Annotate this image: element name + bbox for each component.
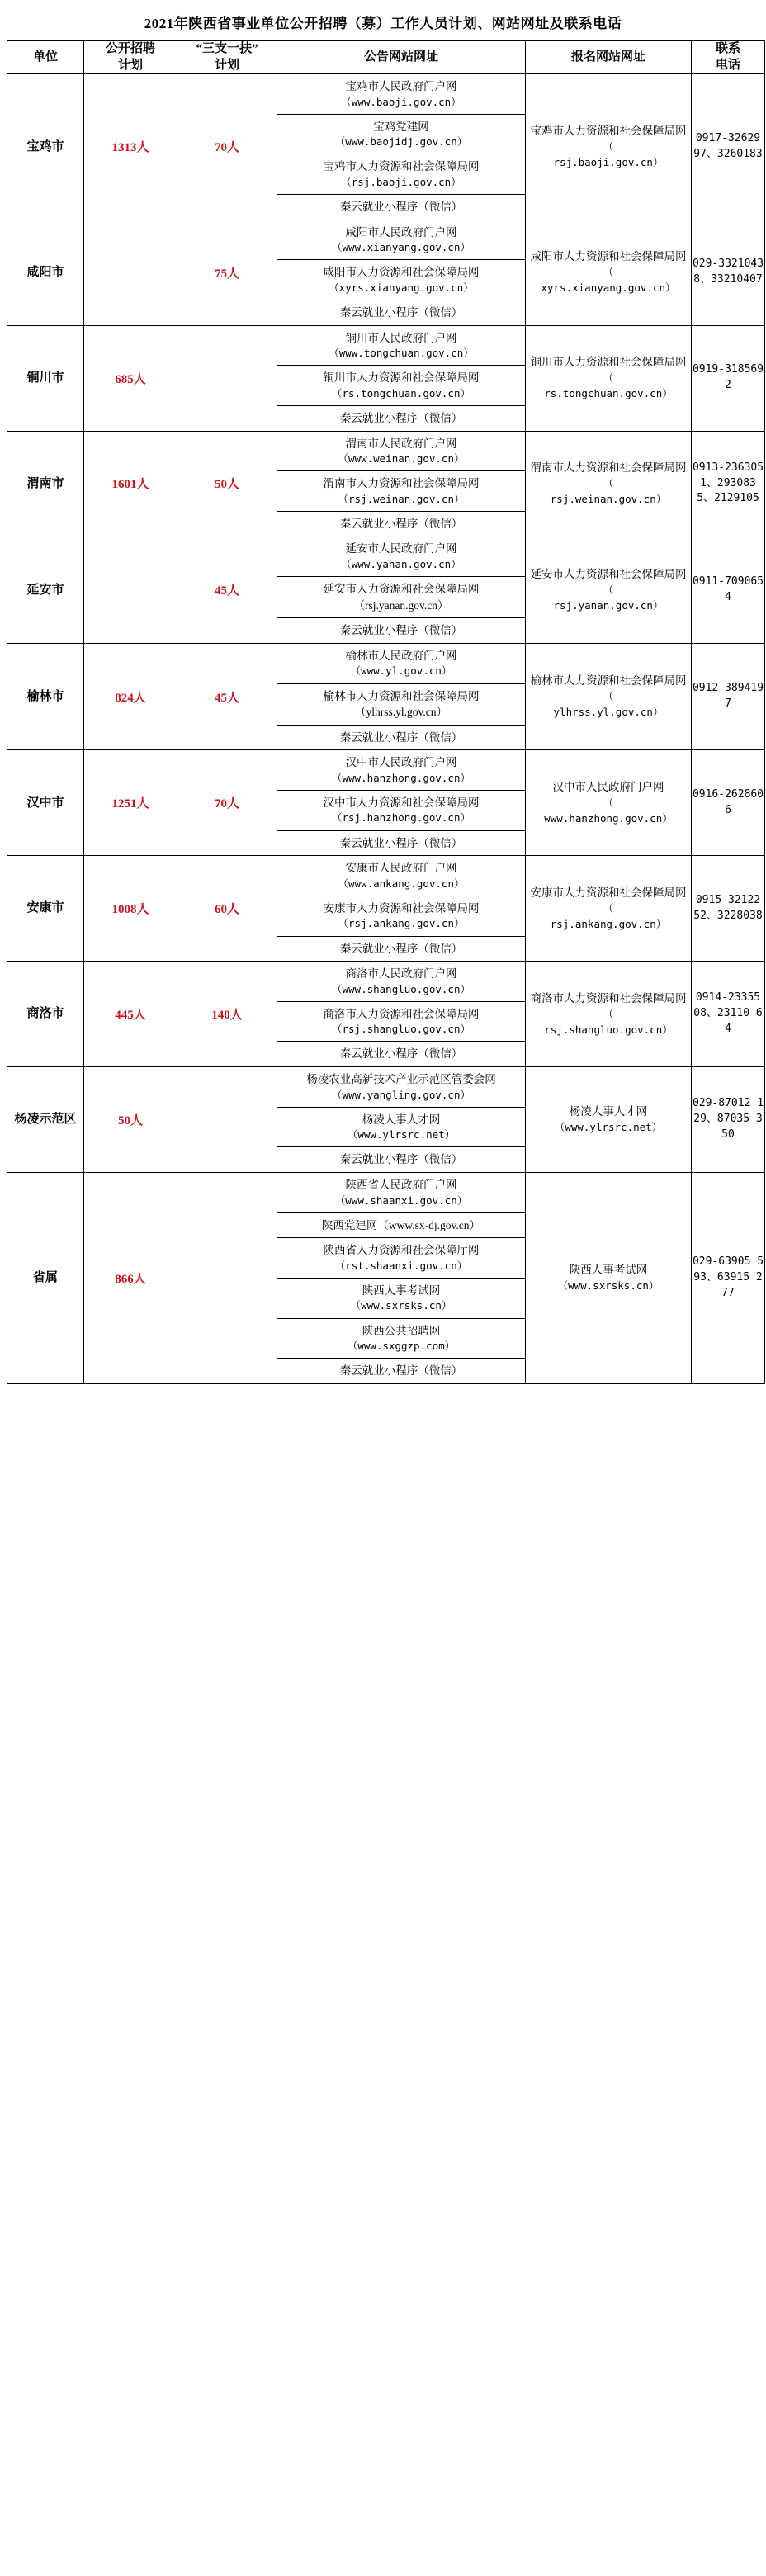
registration-site-url[interactable]: （www.sxrsks.cn） (557, 1279, 660, 1293)
announcement-site-entry[interactable] (277, 683, 525, 725)
cell-announcement-sites (277, 750, 526, 856)
site-url[interactable]: （www.yanan.gov.cn） (341, 558, 461, 570)
site-name: 汉中市人民政府门户网 (345, 756, 457, 769)
cell-open-plan (84, 220, 177, 325)
site-name: 宝鸡市人力资源和社会保障局网 (323, 160, 480, 173)
site-name: 秦云就业小程序（微信） (339, 1047, 463, 1061)
site-name: 榆林市人民政府门户网 (345, 649, 457, 662)
announcement-site-entry[interactable] (277, 260, 525, 300)
cell-telephone: 0917-32629 97、3260183 (692, 74, 765, 220)
cell-telephone: 029-87012 129、87035 350 (692, 1067, 765, 1173)
table-row (7, 325, 765, 431)
cell-unit: 省属 (7, 1172, 84, 1383)
registration-site-name: 咸阳市人力资源和社会保障局网 (530, 250, 687, 263)
site-name: 安康市人民政府门户网 (345, 862, 457, 875)
site-name: 陕西公共招聘网 (362, 1324, 441, 1337)
registration-site-url[interactable]: rsj.yanan.gov.cn） (553, 598, 664, 612)
cell-open-plan (84, 536, 177, 643)
announcement-site-entry[interactable] (277, 1147, 525, 1172)
cell-three-support: 75人 (177, 220, 277, 325)
announcement-site-entry[interactable] (277, 1318, 525, 1359)
cell-telephone: 0914-23355 08、23110 64 (692, 962, 765, 1067)
announcement-site-entry[interactable] (277, 856, 525, 896)
cell-registration-site (526, 750, 692, 856)
registration-site-name: 商洛市人力资源和社会保障局网 (530, 991, 687, 1004)
site-name: 秦云就业小程序（微信） (339, 517, 463, 530)
site-url[interactable]: （www.xianyang.gov.cn） (332, 241, 470, 254)
cell-telephone: 029-63905 593、63915 277 (692, 1172, 765, 1383)
site-url[interactable]: （www.baojidj.gov.cn） (334, 135, 468, 149)
announcement-site-entry[interactable] (277, 366, 525, 406)
site-name: 铜川市人力资源和社会保障局网 (323, 371, 480, 385)
cell-announcement-sites (277, 643, 526, 749)
registration-site-entry[interactable] (526, 1099, 691, 1140)
site-name: 铜川市人民政府门户网 (345, 331, 457, 344)
registration-site-url[interactable]: （www.ylrsrc.net） (554, 1121, 663, 1134)
header-announcement-site: 公告网站网址 (277, 41, 526, 74)
cell-registration-site (526, 856, 692, 962)
announcement-site-entry[interactable] (277, 326, 525, 366)
table-row (7, 643, 765, 749)
registration-site-url[interactable]: （ (603, 901, 614, 915)
table-header-row (7, 41, 765, 74)
site-url[interactable]: （www.yl.gov.cn） (350, 664, 452, 678)
site-name: 商洛市人力资源和社会保障局网 (323, 1007, 480, 1020)
registration-site-name: 宝鸡市人力资源和社会保障局网 (530, 124, 687, 137)
cell-open-plan: 1251人 (84, 750, 177, 856)
table-row (7, 1172, 765, 1383)
announcement-site-entry[interactable] (277, 896, 525, 936)
site-name: 秦云就业小程序（微信） (339, 942, 463, 955)
table-row (7, 1067, 765, 1173)
site-name: 咸阳市人民政府门户网 (345, 225, 457, 239)
table-row (7, 750, 765, 856)
cell-announcement-sites (277, 74, 526, 220)
registration-site-entry[interactable] (526, 244, 691, 300)
cell-unit: 安康市 (7, 856, 84, 962)
registration-site-name: 安康市人力资源和社会保障局网 (530, 886, 687, 899)
cell-telephone: 0912-3894197 (692, 643, 765, 749)
announcement-site-entry[interactable] (277, 154, 525, 195)
cell-announcement-sites (277, 431, 526, 536)
cell-unit: 宝鸡市 (7, 74, 84, 220)
table-row (7, 220, 765, 325)
registration-site-entry[interactable] (526, 881, 691, 937)
site-name: 秦云就业小程序（微信） (339, 1364, 463, 1378)
site-name: 榆林市人力资源和社会保障局网（ylhrss.yl.gov.cn） (323, 689, 480, 719)
registration-site-name: 渭南市人力资源和社会保障局网 (530, 461, 687, 475)
registration-site-name: 延安市人力资源和社会保障局网 (530, 567, 687, 580)
cell-registration-site (526, 325, 692, 431)
table-row (7, 74, 765, 220)
cell-telephone: 0915-32122 52、3228038 (692, 856, 765, 962)
cell-unit: 延安市 (7, 536, 84, 643)
registration-site-url[interactable]: （ (603, 690, 614, 703)
site-name: 秦云就业小程序（微信） (339, 411, 463, 424)
header-registration-site: 报名网站网址 (526, 41, 692, 74)
announcement-site-entry[interactable] (277, 511, 525, 536)
cell-open-plan: 50人 (84, 1067, 177, 1173)
site-name: 渭南市人力资源和社会保障局网 (323, 477, 480, 490)
recruitment-table (7, 40, 765, 1384)
announcement-site-entry[interactable] (277, 536, 525, 576)
registration-site-url[interactable]: （ (603, 796, 614, 810)
registration-site-entry[interactable] (526, 669, 691, 725)
announcement-site-entry[interactable] (277, 1278, 525, 1318)
site-url[interactable]: （www.hanzhong.gov.cn） (332, 771, 470, 784)
cell-open-plan: 445人 (84, 962, 177, 1067)
cell-unit: 杨凌示范区 (7, 1067, 84, 1173)
site-url[interactable]: （www.yangling.gov.cn） (332, 1088, 470, 1101)
cell-telephone: 0913-2363051、2930835、2129105 (692, 431, 765, 536)
header-open-plan: 公开招聘 计划 (84, 41, 177, 74)
cell-three-support: 70人 (177, 74, 277, 220)
cell-unit: 汉中市 (7, 750, 84, 856)
cell-announcement-sites (277, 1067, 526, 1173)
cell-unit: 铜川市 (7, 325, 84, 431)
cell-announcement-sites (277, 220, 526, 325)
site-name: 商洛市人民政府门户网 (345, 967, 457, 981)
announcement-site-entry[interactable] (277, 195, 525, 220)
cell-telephone: 029-33210438、33210407 (692, 220, 765, 325)
cell-announcement-sites (277, 962, 526, 1067)
site-name: 秦云就业小程序（微信） (339, 1153, 463, 1166)
cell-open-plan: 685人 (84, 325, 177, 431)
page-title: 2021年陕西省事业单位公开招聘（募）工作人员计划、网站网址及联系电话 (144, 16, 622, 31)
registration-site-name: 陕西人事考试网 (569, 1263, 648, 1276)
site-url[interactable]: （rsj.baoji.gov.cn） (341, 175, 461, 188)
announcement-site-entry[interactable] (277, 577, 525, 618)
cell-telephone: 0916-2628606 (692, 750, 765, 856)
registration-site-url[interactable]: rs.tongchuan.gov.cn） (544, 387, 673, 400)
registration-site-url[interactable]: （ (603, 140, 614, 154)
cell-unit: 渭南市 (7, 431, 84, 536)
announcement-site-entry[interactable] (277, 936, 525, 961)
cell-three-support: 45人 (177, 536, 277, 643)
registration-site-url[interactable]: www.hanzhong.gov.cn） (544, 811, 673, 825)
cell-registration-site (526, 962, 692, 1067)
table-row (7, 536, 765, 643)
site-url[interactable]: （www.tongchuan.gov.cn） (329, 347, 474, 360)
registration-site-entry[interactable] (526, 119, 691, 175)
site-name: 陕西省人民政府门户网 (345, 1178, 457, 1191)
cell-three-support (177, 325, 277, 431)
header-unit: 单位 (7, 41, 84, 74)
registration-site-name: 汉中市人民政府门户网 (552, 780, 664, 793)
site-name: 陕西党建网（www.sx-dj.gov.cn） (321, 1218, 481, 1231)
site-name: 延安市人民政府门户网 (345, 542, 457, 555)
announcement-site-entry[interactable] (277, 300, 525, 325)
registration-site-name: 榆林市人力资源和社会保障局网 (530, 674, 687, 688)
cell-three-support (177, 1172, 277, 1383)
table-row (7, 962, 765, 1067)
cell-open-plan: 1313人 (84, 74, 177, 220)
cell-unit: 商洛市 (7, 962, 84, 1067)
site-url[interactable]: （www.ankang.gov.cn） (338, 877, 465, 890)
cell-announcement-sites (277, 856, 526, 962)
cell-registration-site (526, 536, 692, 643)
cell-announcement-sites (277, 1172, 526, 1383)
site-name: 宝鸡市人民政府门户网 (345, 80, 457, 92)
registration-site-entry[interactable] (526, 456, 691, 512)
site-name: 秦云就业小程序（微信） (339, 306, 463, 319)
registration-site-url[interactable]: （ (603, 477, 614, 490)
header-three-support: “三支一扶” 计划 (177, 41, 277, 74)
site-url[interactable]: （rsj.weinan.gov.cn） (338, 492, 465, 505)
cell-open-plan: 866人 (84, 1172, 177, 1383)
registration-site-entry[interactable] (526, 1258, 691, 1298)
cell-registration-site (526, 74, 692, 220)
cell-three-support: 60人 (177, 856, 277, 962)
registration-site-entry[interactable] (526, 775, 691, 831)
announcement-site-entry[interactable] (277, 1238, 525, 1279)
announcement-site-entry[interactable] (277, 74, 525, 114)
announcement-site-entry[interactable] (277, 1212, 525, 1238)
cell-three-support: 50人 (177, 431, 277, 536)
registration-site-entry[interactable] (526, 562, 691, 618)
cell-three-support: 140人 (177, 962, 277, 1067)
announcement-site-entry[interactable] (277, 750, 525, 790)
cell-announcement-sites (277, 536, 526, 643)
site-name: 汉中市人力资源和社会保障局网 (323, 796, 480, 809)
site-name: 咸阳市人力资源和社会保障局网 (323, 266, 480, 279)
cell-three-support: 45人 (177, 643, 277, 749)
table-row (7, 431, 765, 536)
table-row (7, 856, 765, 962)
table-body (7, 41, 765, 1384)
registration-site-url[interactable]: （ (603, 371, 614, 385)
cell-announcement-sites (277, 325, 526, 431)
announcement-site-entry[interactable] (277, 1042, 525, 1066)
registration-site-name: 杨凌人事人才网 (569, 1104, 648, 1118)
site-url[interactable]: （www.shaanxi.gov.cn） (334, 1193, 468, 1207)
registration-site-entry[interactable] (526, 986, 691, 1042)
registration-site-name: 铜川市人力资源和社会保障局网 (530, 356, 687, 369)
cell-telephone: 0919-3185692 (692, 325, 765, 431)
announcement-site-entry[interactable] (277, 432, 525, 471)
site-name: 宝鸡党建网 (373, 120, 429, 133)
registration-site-entry[interactable] (526, 350, 691, 406)
announcement-site-entry[interactable] (277, 1173, 525, 1212)
site-name: 陕西省人力资源和社会保障厅网 (323, 1244, 480, 1257)
announcement-site-entry[interactable] (277, 962, 525, 1001)
cell-open-plan: 1008人 (84, 856, 177, 962)
cell-registration-site (526, 643, 692, 749)
site-name: 秦云就业小程序（微信） (339, 836, 463, 849)
announcement-site-entry[interactable] (277, 725, 525, 749)
site-url[interactable]: （www.ylrsrc.net） (347, 1128, 456, 1141)
site-name: 秦云就业小程序（微信） (339, 624, 463, 637)
cell-open-plan: 824人 (84, 643, 177, 749)
header-telephone: 联系 电话 (692, 41, 765, 74)
announcement-site-entry[interactable] (277, 1067, 525, 1107)
site-url[interactable]: （www.shangluo.gov.cn） (332, 982, 470, 995)
announcement-site-entry[interactable] (277, 790, 525, 830)
site-url[interactable]: （rsj.hanzhong.gov.cn） (332, 811, 470, 825)
cell-unit: 咸阳市 (7, 220, 84, 325)
cell-registration-site (526, 1067, 692, 1173)
registration-site-url[interactable]: rsj.shangluo.gov.cn） (544, 1023, 673, 1036)
site-url[interactable]: （www.sxggzp.com） (347, 1340, 456, 1353)
site-url[interactable]: （rsj.shangluo.gov.cn） (332, 1023, 470, 1036)
cell-unit: 榆林市 (7, 643, 84, 749)
announcement-site-entry[interactable] (277, 618, 525, 643)
cell-registration-site (526, 1172, 692, 1383)
cell-three-support: 70人 (177, 750, 277, 856)
site-url[interactable]: （www.baoji.gov.cn） (341, 95, 461, 108)
cell-registration-site (526, 431, 692, 536)
site-name: 陕西人事考试网 (362, 1283, 441, 1297)
cell-three-support (177, 1067, 277, 1173)
site-url[interactable]: （rst.shaanxi.gov.cn） (334, 1259, 468, 1272)
site-name: 安康市人力资源和社会保障局网 (323, 901, 480, 915)
site-name: 延安市人力资源和社会保障局网（rsj.yanan.gov.cn） (323, 583, 480, 612)
site-name: 秦云就业小程序（微信） (339, 201, 463, 214)
announcement-site-entry[interactable] (277, 1359, 525, 1383)
announcement-site-entry[interactable] (277, 405, 525, 430)
announcement-site-entry[interactable] (277, 830, 525, 855)
announcement-site-entry[interactable] (277, 114, 525, 154)
cell-telephone: 0911-7090654 (692, 536, 765, 643)
registration-site-url[interactable]: rsj.ankang.gov.cn） (550, 917, 667, 930)
announcement-site-entry[interactable] (277, 471, 525, 512)
registration-site-url[interactable]: xyrs.xianyang.gov.cn） (541, 281, 676, 295)
registration-site-url[interactable]: （ (603, 1007, 614, 1020)
registration-site-url[interactable]: ylhrss.yl.gov.cn） (553, 706, 664, 719)
registration-site-url[interactable]: （ (603, 584, 614, 596)
announcement-site-entry[interactable] (277, 644, 525, 683)
site-url[interactable]: （rs.tongchuan.gov.cn） (332, 386, 470, 399)
site-name: 杨凌农业高新技术产业示范区管委会网 (306, 1073, 496, 1085)
site-url[interactable]: （www.sxrsks.cn） (350, 1299, 452, 1312)
registration-site-url[interactable]: （ (603, 266, 614, 279)
site-name: 秦云就业小程序（微信） (339, 730, 463, 744)
cell-open-plan: 1601人 (84, 431, 177, 536)
cell-registration-site (526, 220, 692, 325)
announcement-site-entry[interactable] (277, 220, 525, 260)
site-name: 杨凌人事人才网 (362, 1113, 441, 1126)
registration-site-url[interactable]: rsj.weinan.gov.cn） (550, 493, 667, 506)
site-url[interactable]: （www.weinan.gov.cn） (338, 452, 465, 466)
site-url[interactable]: （xyrs.xianyang.gov.cn） (329, 281, 474, 294)
announcement-site-entry[interactable] (277, 1001, 525, 1042)
announcement-site-entry[interactable] (277, 1107, 525, 1147)
site-url[interactable]: （rsj.ankang.gov.cn） (338, 917, 465, 930)
registration-site-url[interactable]: rsj.baoji.gov.cn） (553, 155, 664, 168)
site-name: 渭南市人民政府门户网 (345, 437, 457, 450)
